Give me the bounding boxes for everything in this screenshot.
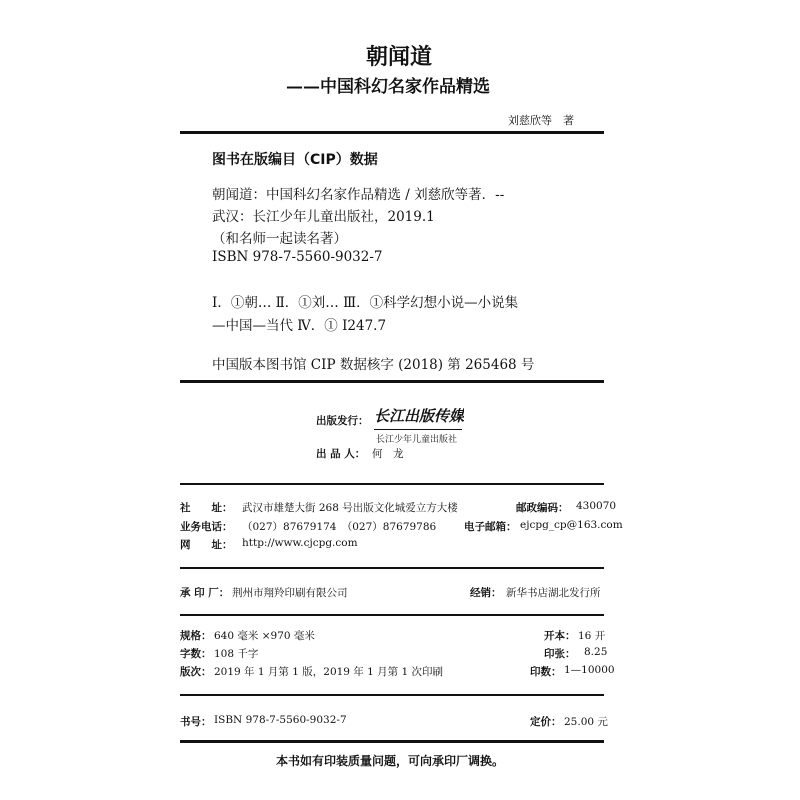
printer-label: 承 印 厂： bbox=[180, 587, 230, 599]
cip-line: ISBN 978-7-5560-9032-7 bbox=[212, 249, 383, 265]
cip-heading: 图书在版编目（CIP）数据 bbox=[212, 152, 378, 168]
publisher-bottom-rule bbox=[180, 483, 604, 485]
cip-line: 中国版本图书馆 CIP 数据核字 (2018) 第 265468 号 bbox=[212, 357, 535, 373]
postcode-label: 邮政编码： bbox=[516, 502, 569, 514]
book-author: 刘慈欣等 著 bbox=[508, 114, 574, 127]
printer-bottom-rule bbox=[180, 614, 604, 616]
website-value: http://www.cjcpg.com bbox=[242, 537, 358, 549]
phone-value: （027）87679174 （027）87679786 bbox=[242, 521, 437, 533]
postcode-value: 430070 bbox=[576, 500, 617, 512]
copies-label: 印数： bbox=[530, 666, 562, 678]
words-label: 字数： bbox=[180, 648, 212, 660]
format-value: 16 开 bbox=[578, 630, 606, 642]
cip-bottom-rule bbox=[180, 380, 604, 383]
cip-line: —中国—当代 Ⅳ．① I247.7 bbox=[212, 318, 387, 334]
sheets-label: 印张： bbox=[544, 648, 576, 660]
publisher-name: 长江少年儿童出版社 bbox=[376, 435, 458, 445]
edition-value: 2019 年 1 月第 1 版，2019 年 1 月第 1 次印刷 bbox=[214, 666, 444, 678]
publisher-logo bbox=[372, 405, 464, 445]
distributor-label: 经销： bbox=[470, 587, 502, 599]
specs-bottom-rule bbox=[180, 694, 604, 696]
cip-line: （和名师一起读名著） bbox=[212, 231, 347, 247]
cip-line: 朝闻道：中国科幻名家作品精选 / 刘慈欣等著．-- bbox=[212, 187, 505, 203]
svg-text:长江出版传媒: 长江出版传媒 bbox=[374, 407, 464, 425]
price-value: 25.00 元 bbox=[564, 716, 608, 728]
size-label: 规格： bbox=[180, 630, 212, 642]
format-label: 开本： bbox=[544, 630, 576, 642]
cip-line: Ⅰ．①朝… Ⅱ．①刘… Ⅲ．①科学幻想小说—小说集 bbox=[212, 295, 519, 311]
address-label: 社 址： bbox=[180, 502, 233, 514]
distributor-value: 新华书店湖北发行所 bbox=[506, 587, 601, 599]
publisher-label: 出版发行： bbox=[316, 415, 369, 427]
phone-label: 业务电话： bbox=[180, 521, 233, 533]
bottom-rule bbox=[180, 740, 604, 743]
website-label: 网 址： bbox=[180, 539, 233, 551]
top-rule bbox=[180, 131, 604, 134]
copies-value: 1—10000 bbox=[564, 664, 615, 676]
book-title: 朝闻道 bbox=[366, 44, 433, 70]
address-value: 武汉市雄楚大街 268 号出版文化城爱立方大楼 bbox=[242, 502, 458, 514]
calligraphy-logo-icon bbox=[372, 405, 464, 425]
cip-line: 武汉：长江少年儿童出版社，2019.1 bbox=[212, 209, 435, 225]
words-value: 108 千字 bbox=[214, 648, 259, 660]
contact-bottom-rule bbox=[180, 567, 604, 569]
size-value: 640 毫米 ×970 毫米 bbox=[214, 630, 315, 642]
price-label: 定价： bbox=[530, 716, 562, 728]
isbn-value: ISBN 978-7-5560-9032-7 bbox=[214, 714, 347, 726]
quality-notice: 本书如有印装质量问题，可向承印厂调换。 bbox=[276, 754, 505, 768]
issuer-label: 出 品 人： bbox=[316, 448, 366, 460]
book-subtitle: ——中国科幻名家作品精选 bbox=[286, 77, 490, 97]
sheets-value: 8.25 bbox=[584, 646, 608, 658]
email-value: ejcpg_cp@163.com bbox=[520, 519, 623, 531]
printer-value: 荆州市翔羚印刷有限公司 bbox=[232, 587, 348, 599]
email-label: 电子邮箱： bbox=[464, 521, 517, 533]
issuer-name: 何 龙 bbox=[372, 448, 404, 460]
edition-label: 版次： bbox=[180, 666, 212, 678]
isbn-label: 书号： bbox=[180, 716, 212, 728]
